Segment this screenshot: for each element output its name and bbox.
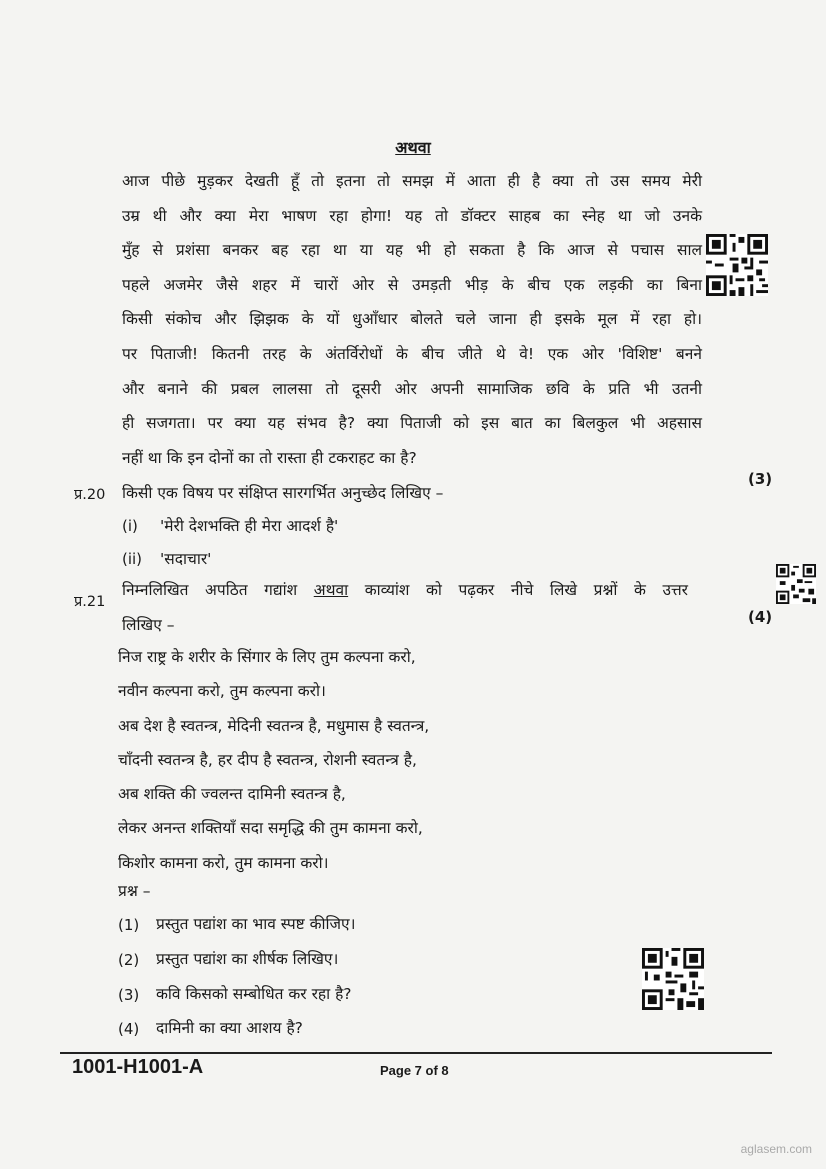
option-text: 'सदाचार' [160, 550, 212, 568]
question-marks: (3) [748, 470, 773, 488]
poem-line: नवीन कल्पना करो, तुम कल्पना करो। [118, 682, 326, 701]
sub-question-text: प्रस्तुत पद्यांश का शीर्षक लिखिए। [156, 950, 339, 968]
prashn-label: प्रश्न – [118, 882, 151, 900]
option-label: (i) [122, 517, 138, 535]
poem-stanza [118, 640, 429, 880]
passage-line: उम्र थी और क्या मेरा भाषण रहा होगा! यह तो डॉक्टर साहब का स्नेह था जो उनके [122, 206, 702, 225]
sub-question-label: (4) [118, 1020, 140, 1038]
passage-line: आज पीछे मुड़कर देखती हूँ तो इतना तो समझ में आता ही है क्या तो उस समय मेरी [122, 172, 702, 190]
watermark: aglasem.com [740, 1142, 812, 1156]
question-text: किसी एक विषय पर संक्षिप्त सारगर्भित अनुच्छेद लिखिए – [122, 484, 444, 502]
question-number: प्र.21 [74, 594, 106, 610]
passage-line: किसी संकोच और झिझक के यों धुआँधार बोलते चले जाना ही इसके मूल में रहा हो। [122, 310, 702, 329]
passage-line: ही सजगता। पर क्या यह संभव है? क्या पिताजी को इस बात का बिलकुल भी अहसास [122, 414, 702, 433]
passage-line: मुँह से प्रशंसा बनकर बह रहा था या यह भी हो सकता है कि आज से पचास साल [122, 241, 702, 260]
poem-line: किशोर कामना करो, तुम कामना करो। [118, 853, 329, 872]
passage-line: पर पिताजी! कितनी तरह के अंतर्विरोधों के बीच जीते थे वे! एक ओर 'विशिष्ट' बनने [122, 344, 702, 363]
sub-question-text: दामिनी का क्या आशय है? [156, 1019, 303, 1037]
poem-line: अब देश है स्वतन्त्र, मेदिनी स्वतन्त्र है, मधुमास है स्वतन्त्र, [118, 716, 430, 735]
question-text-underlined: अथवा [313, 581, 349, 599]
passage-heading: अथवा [395, 138, 431, 157]
passage-line: पहले अजमेर जैसे शहर में चारों ओर से उमड़ती भीड़ के बीच एक लड़की का बिना [122, 275, 702, 294]
qr-code-icon [706, 234, 768, 296]
poem-line: निज राष्ट्र के शरीर के सिंगार के लिए तुम कल्पना करो, [118, 648, 416, 666]
poem-line: अब शक्ति की ज्वलन्त दामिनी स्वतन्त्र है, [118, 785, 346, 804]
poem-line: चाँदनी स्वतन्त्र है, हर दीप है स्वतन्त्र, रोशनी स्वतन्त्र है, [118, 750, 417, 769]
footer-divider [60, 1052, 772, 1054]
sub-question-text: प्रस्तुत पद्यांश का भाव स्पष्ट कीजिए। [156, 915, 356, 933]
prose-passage [122, 164, 702, 475]
page-number: Page 7 of 8 [380, 1063, 449, 1078]
question-text-continued: लिखिए – [122, 616, 175, 634]
poem-line: लेकर अनन्त शक्तियाँ सदा समृद्धि की तुम कामना करो, [118, 819, 423, 838]
option-label: (ii) [122, 550, 143, 568]
qr-code-icon [642, 948, 704, 1010]
sub-question-label: (1) [118, 916, 140, 934]
sub-question-label: (2) [118, 951, 140, 969]
question-text [122, 578, 688, 600]
passage-line: नहीं था कि इन दोनों का तो रास्ता ही टकराहट का है? [122, 448, 417, 467]
option-text: 'मेरी देशभक्ति ही मेरा आदर्श है' [160, 517, 339, 535]
paper-code: 1001-H1001-A [72, 1056, 204, 1078]
sub-question-text: कवि किसको सम्बोधित कर रहा है? [156, 985, 352, 1003]
question-number: प्र.20 [74, 487, 106, 503]
question-text-part: निम्नलिखित अपठित गद्यांश [122, 581, 314, 599]
question-marks: (4) [748, 608, 773, 626]
qr-code-icon [776, 564, 816, 604]
sub-question-label: (3) [118, 986, 140, 1004]
question-text-part: काव्यांश को पढ़कर नीचे लिखे प्रश्नों के उत्तर [348, 581, 688, 599]
passage-line: और बनाने की प्रबल लालसा तो दूसरी ओर अपनी सामाजिक छवि के प्रति भी उतनी [122, 379, 702, 398]
